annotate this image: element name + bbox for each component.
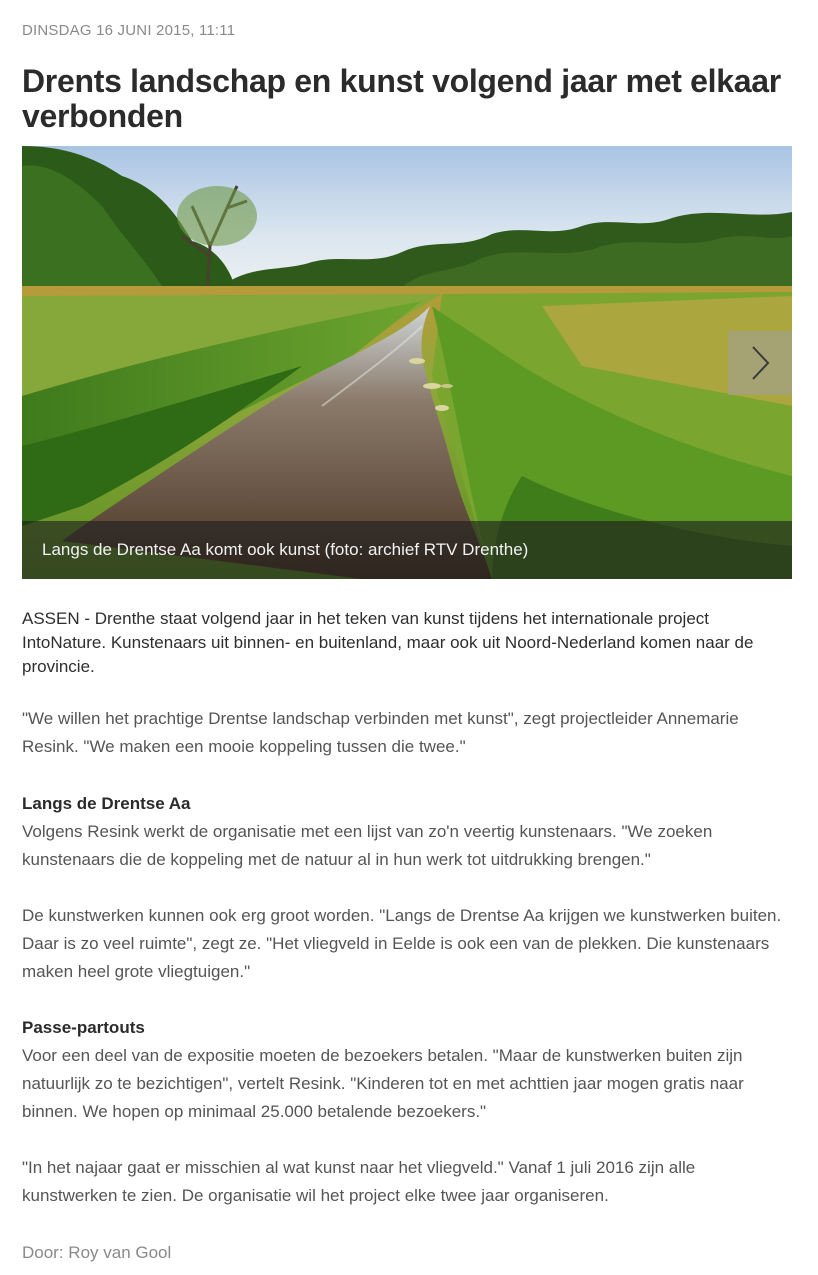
photo-caption: Langs de Drentse Aa komt ook kunst (foto: archief RTV Drenthe): [42, 540, 529, 559]
photo-carousel: [22, 146, 792, 579]
article-paragraph: Volgens Resink werkt de organisatie met een lijst van zo'n veertig kunstenaars. "We zoeken kunstenaars die de koppeling met de natuur al in hun werk tot uitdrukking brengen.": [22, 822, 713, 869]
article-paragraph: Voor een deel van de expositie moeten de bezoekers betalen. "Maar de kunstwerken buiten zijn natuurlijk zo te bezichtigen", vertelt Resink. "Kinderen tot en met achttien jaar mogen gratis naar binnen. We hopen op minimaal 25.000 betalende bezoekers.": [22, 1046, 744, 1121]
article-paragraph: "In het najaar gaat er misschien al wat kunst naar het vliegveld." Vanaf 1 juli 2016 zijn alle kunstwerken te zien. De organisatie wil het project elke twee jaar organiseren.: [22, 1158, 696, 1205]
article-paragraph: "We willen het prachtige Drentse landschap verbinden met kunst", zegt projectleider Annemarie Resink. "We maken een mooie koppeling tussen die twee.": [22, 709, 739, 756]
section-heading: Langs de Drentse Aa: [22, 794, 191, 813]
article-paragraph: De kunstwerken kunnen ook erg groot worden. "Langs de Drentse Aa krijgen we kunstwerken buiten. Daar is zo veel ruimte", zegt ze. "Het vliegveld in Eelde is ook een van de plekken. Die kunstenaars maken heel grote vliegtuigen.": [22, 906, 782, 981]
article-lead: ASSEN - Drenthe staat volgend jaar in het teken van kunst tijdens het internationale project IntoNature. Kunstenaars uit binnen- en buitenland, maar ook uit Noord-Nederland komen naar de provincie.: [22, 609, 754, 676]
chevron-right-icon: [728, 331, 792, 395]
article-author: Door: Roy van Gool: [22, 1243, 172, 1262]
article-headline: Drents landschap en kunst volgend jaar met elkaar verbonden: [22, 63, 781, 134]
section-heading: Passe-partouts: [22, 1018, 145, 1037]
photo-caption-bar: [22, 521, 792, 579]
next-photo-button[interactable]: [728, 331, 792, 395]
article-date: DINSDAG 16 JUNI 2015, 11:11: [22, 22, 236, 39]
landscape-photo: [22, 146, 792, 579]
